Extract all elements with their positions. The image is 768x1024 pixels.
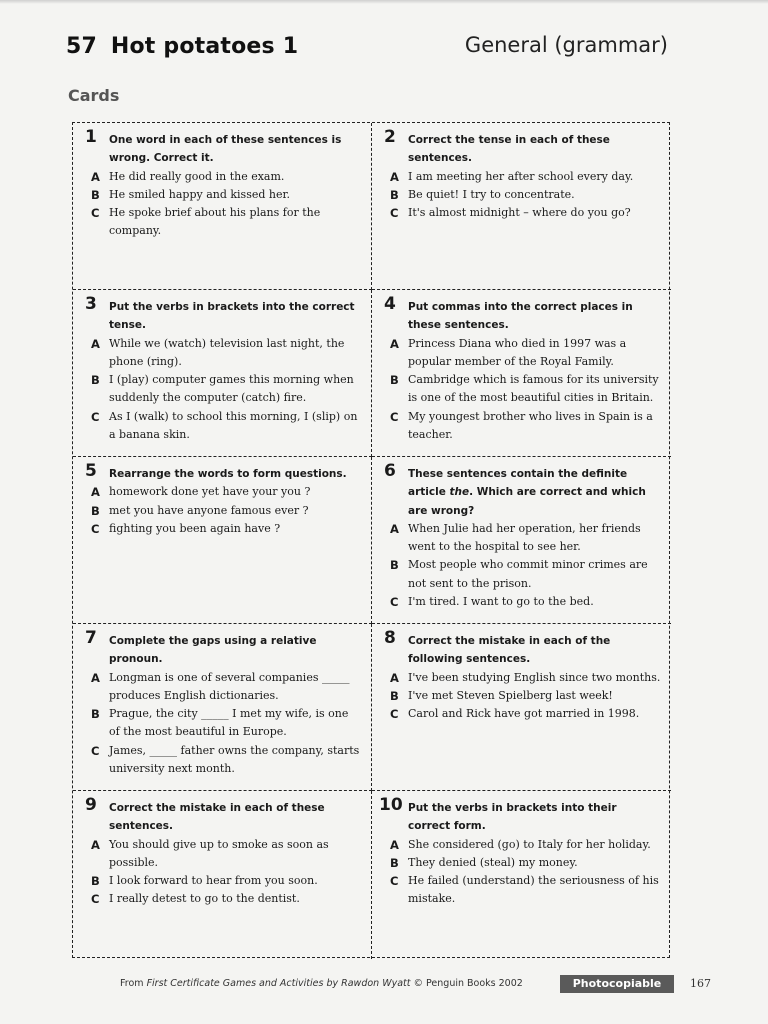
item-letter: A <box>91 670 100 685</box>
item-letter: C <box>91 743 100 758</box>
cards-grid <box>72 122 670 958</box>
item-text: homework done yet have your you ? <box>109 485 311 499</box>
item-text: While we (watch) television last night, the phone (ring). <box>109 336 345 368</box>
item-text: Most people who commit minor crimes are not sent to the prison. <box>408 558 648 590</box>
list-item <box>91 742 361 779</box>
list-item <box>91 669 361 706</box>
list-item <box>91 335 361 372</box>
item-letter: A <box>91 485 100 500</box>
item-letter: C <box>91 892 100 907</box>
list-item <box>390 204 661 222</box>
footer-prefix: From <box>120 978 147 989</box>
list-item <box>91 705 361 742</box>
list-item <box>91 204 361 241</box>
list-item <box>390 872 661 909</box>
list-item <box>390 186 661 204</box>
item-text: He spoke brief about his plans for the company. <box>109 206 321 238</box>
card-instruction: Correct the tense in each of these sentences. <box>408 134 610 165</box>
photocopiable-badge: Photocopiable <box>560 975 674 993</box>
item-letter: C <box>390 595 399 610</box>
footer-credit <box>120 978 523 989</box>
list-item <box>91 186 361 204</box>
card-number: 6 <box>384 461 396 481</box>
item-text: I've been studying English since two months. <box>408 670 661 684</box>
list-item <box>390 854 661 872</box>
instruction-start: These sentences contain the definite article <box>408 468 628 499</box>
item-text: You should give up to smoke as soon as possible. <box>109 837 329 869</box>
category-label: General (grammar) <box>464 33 668 57</box>
list-item <box>390 168 661 186</box>
item-letter: B <box>390 373 399 388</box>
card-8 <box>372 624 671 791</box>
list-item <box>91 520 361 538</box>
item-letter: C <box>390 707 399 722</box>
card-number: 7 <box>85 628 97 648</box>
item-letter: C <box>91 521 100 536</box>
item-text: I look forward to hear from you soon. <box>109 874 318 888</box>
item-letter: B <box>390 688 399 703</box>
card-number: 9 <box>85 795 97 815</box>
page-edge <box>0 0 768 4</box>
list-item <box>390 520 661 557</box>
item-letter: A <box>91 336 100 351</box>
card-instruction: Put the verbs in brackets into their correct form. <box>408 802 617 833</box>
card-7 <box>73 624 372 791</box>
list-item <box>390 705 661 723</box>
item-letter: B <box>390 187 399 202</box>
card-9 <box>73 791 372 959</box>
card-instruction: Complete the gaps using a relative pronoun. <box>109 635 317 666</box>
item-text: James, _____ father owns the company, starts university next month. <box>109 743 360 776</box>
item-text: I've met Steven Spielberg last week! <box>408 688 613 702</box>
list-item <box>390 371 661 408</box>
item-text: As I (walk) to school this morning, I (slip) on a banana skin. <box>109 409 358 442</box>
list-item <box>91 168 361 186</box>
item-text: He smiled happy and kissed her. <box>109 187 291 201</box>
item-letter: B <box>91 503 100 518</box>
item-letter: B <box>91 373 100 388</box>
item-text: met you have anyone famous ever ? <box>109 503 309 517</box>
item-letter: B <box>91 707 100 722</box>
item-letter: B <box>390 558 399 573</box>
card-number: 4 <box>384 294 396 314</box>
card-number: 2 <box>384 127 396 147</box>
item-letter: A <box>390 837 399 852</box>
card-5 <box>73 457 372 624</box>
item-letter: A <box>91 837 100 852</box>
card-number: 10 <box>379 795 403 815</box>
list-item <box>91 408 361 445</box>
item-text: Be quiet! I try to concentrate. <box>408 187 575 201</box>
list-item <box>91 502 361 520</box>
item-text: Cambridge which is famous for its university is one of the most beautiful cities in Britain. <box>408 373 659 405</box>
item-text: I am meeting her after school every day. <box>408 169 634 183</box>
card-instruction: Put commas into the correct places in these sentences. <box>408 301 633 332</box>
item-letter: C <box>390 874 399 889</box>
item-text: Princess Diana who died in 1997 was a popular member of the Royal Family. <box>408 336 627 368</box>
item-letter: C <box>91 206 100 221</box>
item-text: It's almost midnight – where do you go? <box>408 206 631 220</box>
item-text: Longman is one of several companies _____ produces English dictionaries. <box>109 670 350 702</box>
list-item <box>390 593 661 611</box>
item-letter: B <box>390 855 399 870</box>
item-text: fighting you been again have ? <box>109 521 281 535</box>
list-item <box>91 890 361 908</box>
card-instruction: Rearrange the words to form questions. <box>109 468 347 480</box>
card-6 <box>372 457 671 624</box>
item-text: He failed (understand) the seriousness of his mistake. <box>408 874 659 906</box>
card-instruction: Correct the mistake in each of the following sentences. <box>408 635 611 666</box>
list-item <box>390 408 661 445</box>
page-number: 167 <box>690 977 711 990</box>
section-title: Cards <box>68 86 120 105</box>
instruction-end: . Which are correct and which are wrong? <box>408 486 646 517</box>
list-item <box>390 836 661 854</box>
instruction-emphasis: the <box>449 486 470 499</box>
list-item <box>91 872 361 890</box>
item-letter: A <box>390 336 399 351</box>
card-instruction: One word in each of these sentences is wrong. Correct it. <box>109 134 342 165</box>
item-letter: C <box>390 206 399 221</box>
card-2 <box>372 123 671 290</box>
list-item <box>390 335 661 372</box>
footer-copyright: © Penguin Books 2002 <box>410 978 523 989</box>
item-text: I'm tired. I want to go to the bed. <box>408 595 594 609</box>
item-letter: B <box>91 874 100 889</box>
card-3 <box>73 290 372 457</box>
item-text: Carol and Rick have got married in 1998. <box>408 707 640 721</box>
card-number: 1 <box>85 127 97 147</box>
list-item <box>390 669 661 687</box>
item-text: When Julie had her operation, her friends went to the hospital to see her. <box>408 521 641 554</box>
card-number: 8 <box>384 628 396 648</box>
item-letter: C <box>390 409 399 424</box>
page-title <box>66 34 298 59</box>
item-text: My youngest brother who lives in Spain is a teacher. <box>408 409 653 442</box>
item-letter: A <box>390 670 399 685</box>
list-item <box>91 483 361 501</box>
item-text: I really detest to go to the dentist. <box>109 892 300 906</box>
item-letter: A <box>91 169 100 184</box>
item-text: She considered (go) to Italy for her holiday. <box>408 837 651 851</box>
list-item <box>91 371 361 408</box>
card-4 <box>372 290 671 457</box>
item-letter: A <box>390 169 399 184</box>
item-letter: B <box>91 187 100 202</box>
list-item <box>390 556 661 593</box>
item-text: They denied (steal) my money. <box>408 855 578 869</box>
card-instruction <box>408 465 661 520</box>
list-item <box>390 687 661 705</box>
card-instruction: Put the verbs in brackets into the correct tense. <box>109 301 355 332</box>
item-letter: A <box>390 521 399 536</box>
unit-number: 57 <box>66 34 98 59</box>
card-instruction: Correct the mistake in each of these sentences. <box>109 802 325 833</box>
card-10 <box>372 791 671 959</box>
item-text: He did really good in the exam. <box>109 169 285 183</box>
card-1 <box>73 123 372 290</box>
footer-book-title: First Certificate Games and Activities by Rawdon Wyatt <box>146 978 411 989</box>
card-number: 5 <box>85 461 97 481</box>
card-number: 3 <box>85 294 97 314</box>
unit-title-text: Hot potatoes 1 <box>110 34 299 59</box>
item-text: I (play) computer games this morning when suddenly the computer (catch) fire. <box>109 373 354 405</box>
item-text: Prague, the city _____ I met my wife, is one of the most beautiful in Europe. <box>109 707 349 739</box>
list-item <box>91 836 361 873</box>
item-letter: C <box>91 409 100 424</box>
